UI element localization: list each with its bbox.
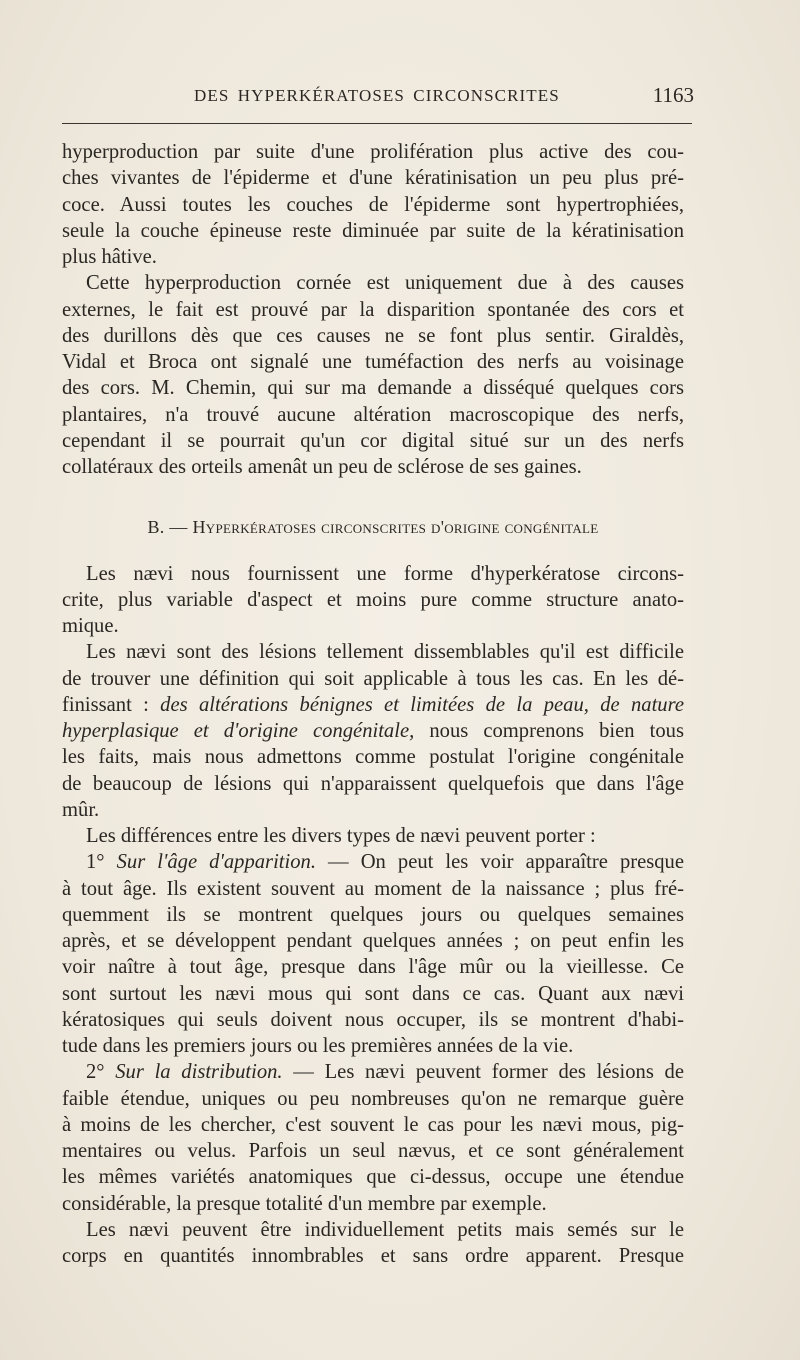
text-line: kératosiques qui seuls doivent nous occuper, ils se montrent d'habi-	[62, 1008, 684, 1031]
header-rule	[62, 123, 692, 124]
italic-subheading: Sur la distribution.	[115, 1061, 283, 1084]
text-line: Les nævi nous fournissent une forme d'hyperkératose circons-	[86, 562, 684, 585]
paragraph-3	[62, 561, 684, 640]
text-line: considérable, la presque totalité d'un membre par exemple.	[62, 1192, 547, 1215]
text-line: après, et se développent pendant quelques années ; on peut enfin les	[62, 930, 684, 952]
text-line: des cors. M. Chemin, qui sur ma demande a disséqué quelques cors	[62, 377, 684, 400]
text-run: nous comprenons bien tous	[414, 720, 684, 742]
text-line: externes, le fait est prouvé par la disparition spontanée des cors et	[62, 298, 684, 321]
list-number: 2°	[86, 1061, 116, 1084]
text-line: tude dans les premiers jours ou les premières années de la vie.	[62, 1035, 574, 1057]
paragraph-1	[62, 139, 684, 270]
text-line: à moins de les chercher, c'est souvent le cas pour les nævi mous, pig-	[62, 1113, 684, 1136]
text-line: mûr.	[62, 798, 100, 821]
text-line: crite, plus variable d'aspect et moins pure comme structure anato-	[62, 588, 684, 611]
text-line: quemment ils se montrent quelques jours ou quelques semaines	[62, 903, 684, 926]
section-title: Hyperkératoses circonscrites d'origine congénitale	[192, 517, 599, 538]
page-header	[62, 84, 694, 112]
text-line	[62, 849, 684, 875]
paragraph-6	[62, 849, 684, 1059]
paragraph-5	[62, 823, 684, 849]
text-line: Les nævi peuvent être individuellement petits mais semés sur le	[86, 1218, 684, 1241]
paragraph-2	[62, 270, 684, 480]
text-line: Cette hyperproduction cornée est uniquement due à des causes	[86, 272, 684, 295]
text-line: de beaucoup de lésions qui n'apparaissent quelquefois que dans l'âge	[62, 772, 684, 795]
text-line: plantaires, n'a trouvé aucune altération macroscopique des nerfs,	[62, 403, 684, 426]
paragraph-8	[62, 1217, 684, 1270]
text-line	[62, 692, 684, 718]
italic-definition: des altérations bénignes et limitées de la peau, de nature	[160, 693, 684, 716]
list-number: 1°	[86, 851, 117, 874]
body-text	[62, 139, 684, 1269]
italic-subheading: Sur l'âge d'apparition.	[116, 851, 316, 874]
text-line: Les nævi sont des lésions tellement dissemblables qu'il est difficile	[86, 641, 684, 664]
text-line: coce. Aussi toutes les couches de l'épiderme sont hypertrophiées,	[62, 193, 684, 216]
text-line: corps en quantités innombrables et sans ordre apparent. Presque	[62, 1245, 684, 1267]
text-line: Vidal et Broca ont signalé une tuméfaction des nerfs au voisinage	[62, 351, 684, 373]
text-line: cependant il se pourrait qu'un cor digital situé sur un des nerfs	[62, 429, 684, 452]
text-line: mentaires ou velus. Parfois un seul nævus, et ce sont généralement	[62, 1140, 684, 1162]
text-line: ches vivantes de l'épiderme et d'une kératinisation un peu plus pré-	[62, 167, 684, 190]
text-line: hyperproduction par suite d'une prolifération plus active des cou-	[62, 141, 684, 163]
text-line: seule la couche épineuse reste diminuée par suite de la kératinisation	[62, 219, 684, 242]
text-line: à tout âge. Ils existent souvent au moment de la naissance ; plus fré-	[62, 877, 684, 900]
text-run: — Les nævi peuvent former des lésions de	[282, 1061, 684, 1084]
text-run: finissant :	[62, 693, 161, 716]
text-line: mique.	[62, 615, 119, 637]
text-line: les faits, mais nous admettons comme postulat l'origine congénitale	[62, 746, 684, 769]
text-line: collatéraux des orteils amenât un peu de sclérose de ses gaines.	[62, 456, 582, 478]
text-run: — On peut les voir apparaître presque	[315, 851, 684, 874]
running-title: DES HYPERKÉRATOSES CIRCONSCRITES	[194, 86, 560, 105]
text-line: plus hâtive.	[62, 246, 157, 268]
section-prefix: B. —	[147, 517, 188, 538]
italic-definition: hyperplasique et d'origine congénitale,	[62, 720, 415, 742]
text-line: des durillons dès que ces causes ne se font plus sentir. Giraldès,	[62, 324, 684, 347]
text-line: sont surtout les nævi mous qui sont dans ce cas. Quant aux nævi	[62, 982, 684, 1005]
text-line: faible étendue, uniques ou peu nombreuses qu'on ne remarque guère	[62, 1087, 684, 1110]
section-heading	[62, 514, 684, 540]
text-line: Les différences entre les divers types de nævi peuvent porter :	[86, 825, 596, 847]
text-line: les mêmes variétés anatomiques que ci-dessus, occupe une étendue	[62, 1166, 684, 1189]
text-line	[62, 718, 684, 744]
paragraph-4	[62, 639, 684, 823]
paragraph-7	[62, 1059, 684, 1217]
text-line: de trouver une définition qui soit applicable à tous les cas. En les dé-	[62, 667, 684, 690]
text-line	[62, 1059, 684, 1085]
text-line: voir naître à tout âge, presque dans l'âge mûr ou la vieillesse. Ce	[62, 956, 684, 979]
page-number: 1163	[652, 83, 694, 107]
